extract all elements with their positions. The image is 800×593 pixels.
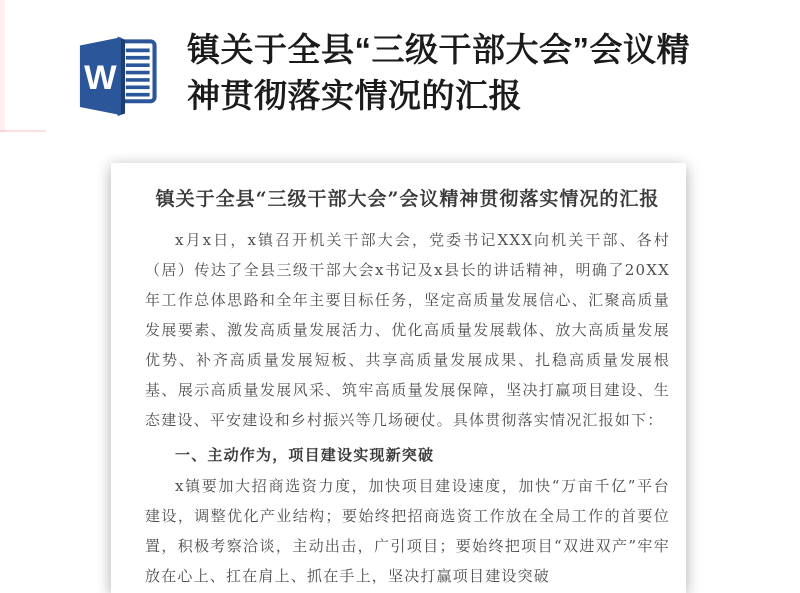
- document-paragraph-2: x镇要加大招商选资力度，加快项目建设速度，加快“万亩千亿”平台建设，调整优化产业结构；要始终把招商选资工作放在全局工作的首要位置，积极考察洽谈，主动出击，广引项目；要始终把项目“双进双产”牢牢放在心上、扛在肩上、抓在手上，坚决打赢项目建设突破: [145, 477, 670, 585]
- document-heading-1: 一、主动作为，项目建设实现新突破: [175, 446, 435, 464]
- header: [0, 0, 800, 150]
- document-preview-page[interactable]: [111, 163, 686, 593]
- document-content: [111, 163, 686, 591]
- word-icon-letter: W: [84, 58, 117, 97]
- document-paragraph-1: x月x日，x镇召开机关干部大会，党委书记XXX向机关干部、各村（居）传达了全县三级干部大会x书记及x县长的讲话精神，明确了20XX年工作总体思路和全年主要目标任务，坚定高质量发展信心、汇聚高质量发展要素、激发高质量发展活力、优化高质量发展载体、放大高质量发展优势、补齐高质量发展短板、共享高质量发展成果、扎稳高质量发展根基、展示高质量发展风采、筑牢高质量发展保障，坚决打赢项目建设、生态建设、平安建设和乡村振兴等几场硬仗。具体贯彻落实情况汇报如下：: [145, 231, 670, 429]
- word-icon: [75, 30, 157, 120]
- page-title: 镇关于全县“三级干部大会”会议精神贯彻落实情况的汇报: [187, 31, 690, 114]
- document-title: 镇关于全县“三级干部大会”会议精神贯彻落实情况的汇报: [155, 188, 660, 210]
- word-icon-sheet-lines: [126, 50, 150, 94]
